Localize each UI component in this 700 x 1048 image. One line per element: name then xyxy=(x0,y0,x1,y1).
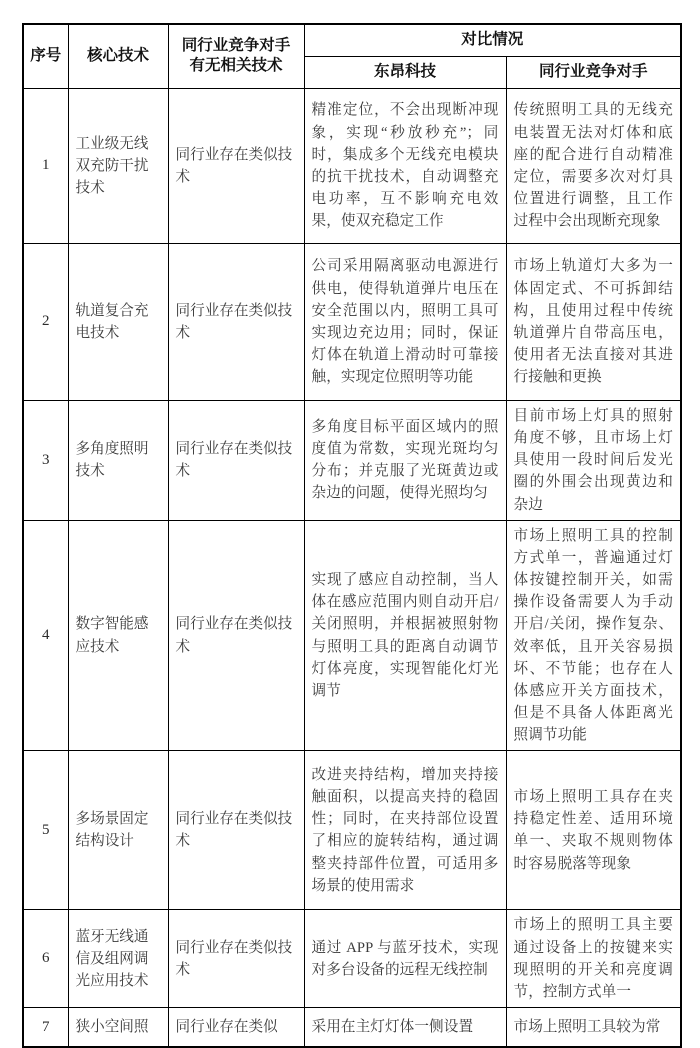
column-header-rival-has-related-tech-line1: 同行业竞争对手 xyxy=(181,36,291,54)
cell-rival-description: 市场上照明工具存在夹持稳定性差、适用环境单一、夹取不规则物体时容易脱落等现象 xyxy=(506,751,681,910)
cell-rival-has-tech: 同行业存在类似技术 xyxy=(168,520,304,751)
cell-rival-description: 市场上照明工具的控制方式单一，普遍通过灯体按键控制开关，如需操作设备需要人为手动开启/关闭，操作复杂、效率低，且开关容易损坏、不节能；也存在人体感应开关方面技术，但是不具备人体距离光照调节功能 xyxy=(506,520,681,751)
tech-comparison-table xyxy=(22,23,682,1048)
table-row xyxy=(23,751,681,910)
cell-rival-description: 目前市场上灯具的照射角度不够，且市场上灯具使用一段时间后发光圈的外围会出现黄边和杂边 xyxy=(506,400,681,520)
column-header-rival-has-related-tech xyxy=(168,24,304,88)
tech-comparison-table-container xyxy=(22,23,680,1048)
cell-core-technology: 狭小空间照 xyxy=(68,1008,168,1048)
cell-sequence: 1 xyxy=(23,88,68,243)
cell-sequence: 4 xyxy=(23,520,68,751)
cell-company-description: 采用在主灯灯体一侧设置 xyxy=(304,1008,506,1048)
cell-core-technology: 多角度照明技术 xyxy=(68,400,168,520)
cell-rival-description: 市场上的照明工具主要通过设备上的按键来实现照明的开关和亮度调节，控制方式单一 xyxy=(506,910,681,1008)
table-row xyxy=(23,1008,681,1048)
table-row xyxy=(23,88,681,243)
cell-sequence: 3 xyxy=(23,400,68,520)
cell-company-description: 改进夹持结构，增加夹持接触面积，以提高夹持的稳固性；同时，在夹持部位设置了相应的旋转结构，通过调整夹持部件位置，可适用多场景的使用需求 xyxy=(304,751,506,910)
cell-core-technology: 轨道复合充电技术 xyxy=(68,243,168,400)
table-row xyxy=(23,520,681,751)
table-body xyxy=(23,88,681,1047)
cell-core-technology: 多场景固定结构设计 xyxy=(68,751,168,910)
cell-company-description: 多角度目标平面区域内的照度值为常数，实现光斑均匀分布；并克服了光斑黄边或杂边的问题，使得光照均匀 xyxy=(304,400,506,520)
cell-rival-has-tech: 同行业存在类似 xyxy=(168,1008,304,1048)
cell-sequence: 7 xyxy=(23,1008,68,1048)
cell-rival-has-tech: 同行业存在类似技术 xyxy=(168,88,304,243)
cell-core-technology: 数字智能感应技术 xyxy=(68,520,168,751)
column-header-rival-has-related-tech-line2: 有无相关技术 xyxy=(189,57,283,75)
column-header-comparison: 对比情况 xyxy=(304,24,681,56)
cell-rival-has-tech: 同行业存在类似技术 xyxy=(168,243,304,400)
table-row xyxy=(23,243,681,400)
column-header-core-technology: 核心技术 xyxy=(68,24,168,88)
cell-rival-has-tech: 同行业存在类似技术 xyxy=(168,400,304,520)
cell-rival-description: 传统照明工具的无线充电装置无法对灯体和底座的配合进行自动精准定位，需要多次对灯具位置进行调整，且工作过程中会出现断充现象 xyxy=(506,88,681,243)
table-header xyxy=(23,24,681,88)
cell-company-description: 公司采用隔离驱动电源进行供电，使得轨道弹片电压在安全范围以内，照明工具可实现边充边用；同时，保证灯体在轨道上滑动时可靠接触，实现定位照明等功能 xyxy=(304,243,506,400)
cell-sequence: 6 xyxy=(23,910,68,1008)
cell-rival-has-tech: 同行业存在类似技术 xyxy=(168,751,304,910)
column-header-rival: 同行业竞争对手 xyxy=(506,56,681,88)
table-row xyxy=(23,400,681,520)
cell-rival-has-tech: 同行业存在类似技术 xyxy=(168,910,304,1008)
table-row xyxy=(23,910,681,1008)
column-header-sequence: 序号 xyxy=(23,24,68,88)
cell-company-description: 实现了感应自动控制，当人体在感应范围内则自动开启/关闭照明，并根据被照射物与照明工具的距离自动调节灯体亮度，实现智能化灯光调节 xyxy=(304,520,506,751)
cell-company-description: 通过 APP 与蓝牙技术，实现对多台设备的远程无线控制 xyxy=(304,910,506,1008)
cell-rival-description: 市场上轨道灯大多为一体固定式、不可拆卸结构，且使用过程中传统轨道弹片自带高压电，使用者无法直接对其进行接触和更换 xyxy=(506,243,681,400)
cell-core-technology: 工业级无线双充防干扰技术 xyxy=(68,88,168,243)
cell-sequence: 5 xyxy=(23,751,68,910)
cell-sequence: 2 xyxy=(23,243,68,400)
cell-company-description: 精准定位，不会出现断冲现象，实现“秒放秒充”；同时，集成多个无线充电模块的抗干扰技术，自动调整充电功率，互不影响充电效果，使双充稳定工作 xyxy=(304,88,506,243)
header-row-primary xyxy=(23,24,681,56)
column-header-company: 东昂科技 xyxy=(304,56,506,88)
cell-rival-description: 市场上照明工具较为常 xyxy=(506,1008,681,1048)
cell-core-technology: 蓝牙无线通信及组网调光应用技术 xyxy=(68,910,168,1008)
